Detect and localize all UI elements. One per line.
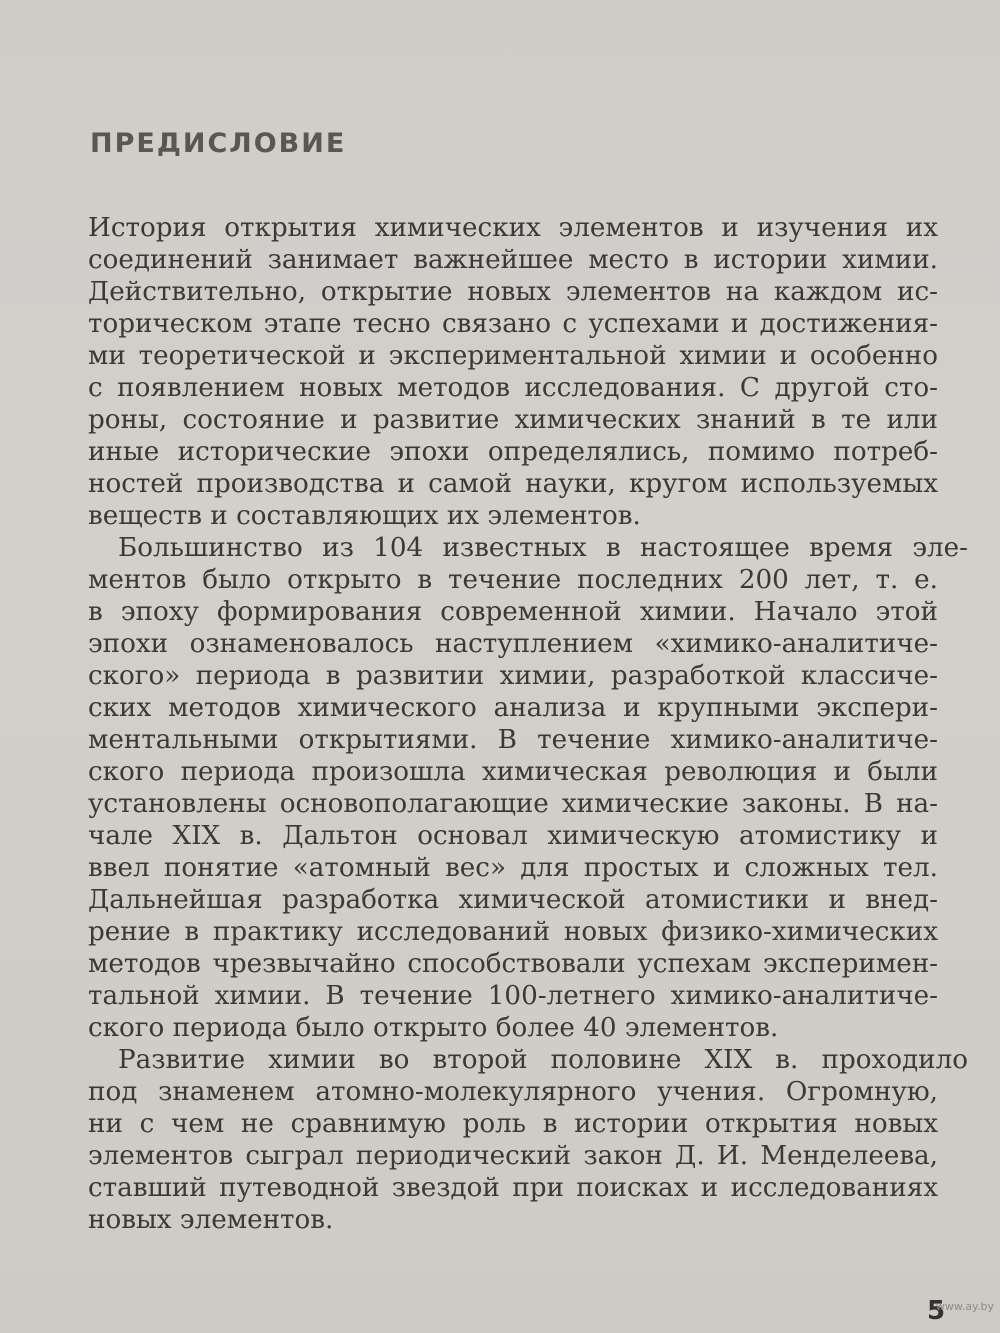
text-line: ми теоретической и экспериментальной химии и особенно	[88, 341, 938, 371]
text-line: в эпоху формирования современной химии. Начало этой	[88, 597, 938, 627]
text-line: ментов было открыто в течение последних 200 лет, т. е.	[88, 565, 938, 595]
text-line: ввел понятие «атомный вес» для простых и сложных тел.	[88, 853, 938, 883]
text-line: Действительно, открытие новых элементов на каждом ис-	[88, 277, 938, 307]
watermark-text: www.ay.by	[935, 1300, 994, 1313]
text-line: под знаменем атомно-молекулярного учения. Огромную,	[88, 1077, 938, 1107]
text-line: роны, состояние и развитие химических знаний в те или	[88, 405, 938, 435]
text-line: ментальными открытиями. В течение химико-аналитиче-	[88, 725, 938, 755]
text-line: элементов сыграл периодический закон Д. И. Менделеева,	[88, 1141, 938, 1171]
text-line: ского периода произошла химическая революция и были	[88, 757, 938, 787]
text-line: новых элементов.	[88, 1205, 334, 1235]
text-line: с появлением новых методов исследования. С другой сто-	[88, 373, 938, 403]
text-line: веществ и составляющих их элементов.	[88, 501, 641, 531]
text-line: методов чрезвычайно способствовали успехам эксперимен-	[88, 949, 938, 979]
text-line: ни с чем не сравнимую роль в истории открытия новых	[88, 1109, 938, 1139]
paragraph-1	[88, 212, 938, 532]
text-line: установлены основополагающие химические законы. В на-	[88, 789, 938, 819]
text-line: торическом этапе тесно связано с успехами и достижения-	[88, 309, 938, 339]
text-line: Большинство из 104 известных в настоящее время эле-	[118, 533, 968, 563]
text-line: ностей производства и самой науки, кругом используемых	[88, 469, 938, 499]
text-line: чале XIX в. Дальтон основал химическую атомистику и	[88, 821, 938, 851]
paragraph-3	[88, 1044, 968, 1236]
page-number: 5	[927, 1296, 946, 1326]
text-line: рение в практику исследований новых физико-химических	[88, 917, 938, 947]
text-line: соединений занимает важнейшее место в истории химии.	[88, 245, 938, 275]
text-line: ских методов химического анализа и крупными экспери-	[88, 693, 938, 723]
text-line: иные исторические эпохи определялись, помимо потреб-	[88, 437, 938, 467]
text-line: ставший путеводной звездой при поисках и исследованиях	[88, 1173, 938, 1203]
body-text	[88, 212, 968, 1236]
text-line: тальной химии. В течение 100-летнего химико-аналитиче-	[88, 981, 938, 1011]
text-line: История открытия химических элементов и изучения их	[88, 213, 938, 243]
text-line: эпохи ознаменовалось наступлением «химико-аналитиче-	[88, 629, 938, 659]
text-line: ского периода было открыто более 40 элементов.	[88, 1013, 779, 1043]
text-line: Дальнейшая разработка химической атомистики и внед-	[88, 885, 938, 915]
text-line: Развитие химии во второй половине XIX в. проходило	[118, 1045, 968, 1075]
text-line: ского» периода в развитии химии, разработкой классиче-	[88, 661, 938, 691]
page-title: ПРЕДИСЛОВИЕ	[90, 128, 347, 159]
paragraph-2	[88, 532, 968, 1044]
